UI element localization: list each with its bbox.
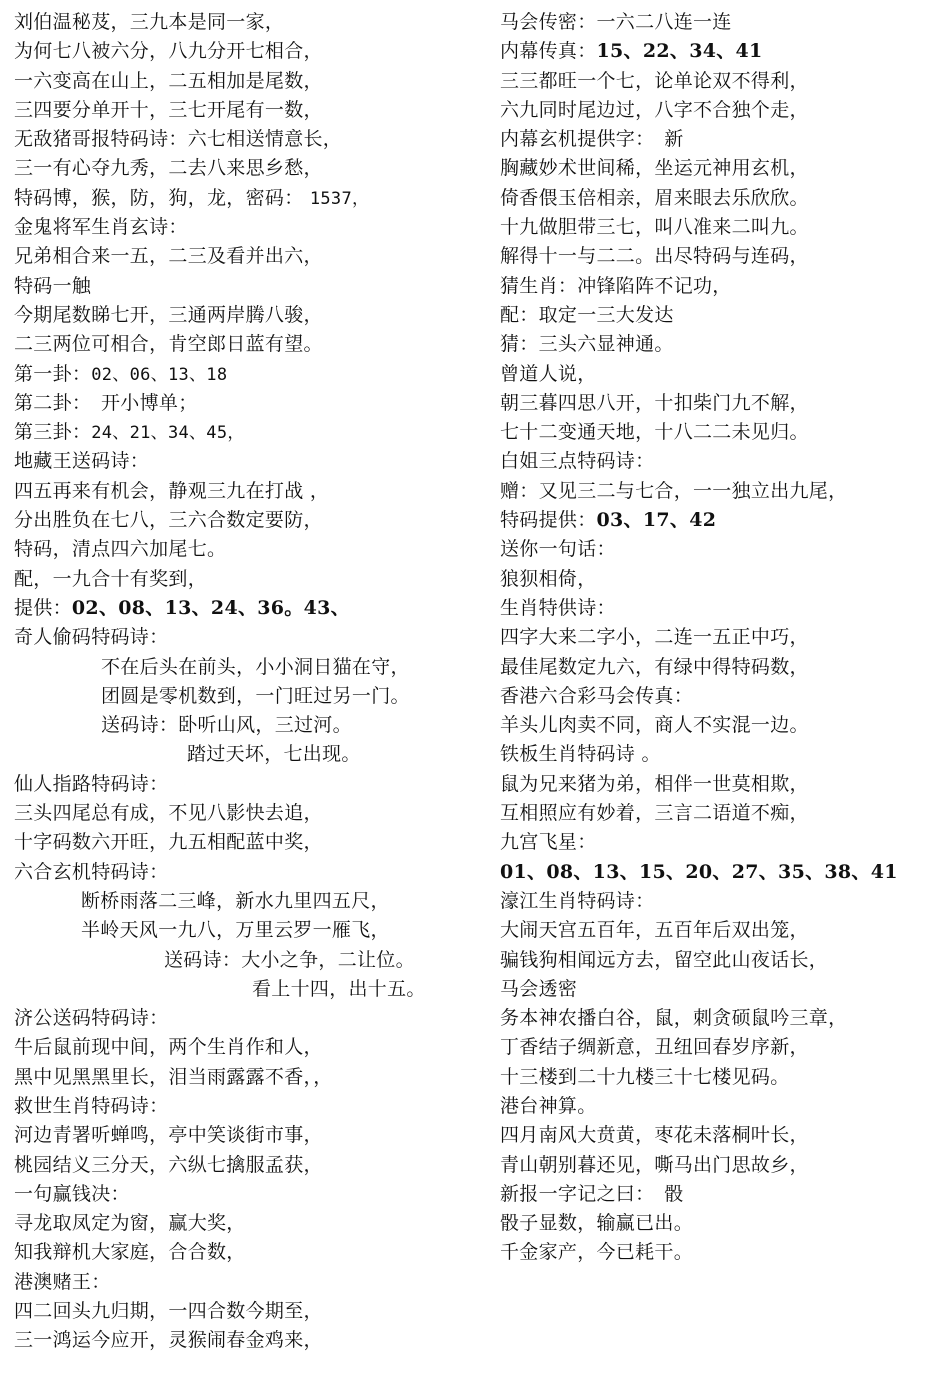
text-line: 兄弟相合来一五，二三及看并出六， [14, 245, 323, 268]
text-line [14, 184, 484, 213]
text-line [500, 37, 930, 66]
text-line: 寻龙取凤定为窗，赢大奖， [14, 1212, 246, 1235]
text-line: 十九做胆带三七，叫八准来二叫九。 [500, 216, 809, 239]
section-heading: 地藏王送码诗： [14, 450, 150, 473]
text-line: 十字码数六开旺，九五相配蓝中奖， [14, 831, 323, 854]
text-line: 务本神农播白谷，鼠，刺贪硕鼠吟三章， [500, 1007, 848, 1030]
text-line: 踏过天坏，七出现。 [187, 743, 361, 766]
text-line [500, 506, 930, 535]
section-heading: 九宫飞星： [500, 831, 597, 854]
text-line: 三一鸿运今应开，灵猴闹春金鸡来， [14, 1329, 323, 1352]
section-heading: 奇人偷码特码诗： [14, 626, 169, 649]
text-line: 无敌猪哥报特码诗：六七相送情意长， [14, 128, 343, 151]
text-line: 解得十一与二二。出尽特码与连码， [500, 245, 809, 268]
text-line [14, 594, 484, 623]
section-heading: 马会透密 [500, 977, 578, 1000]
text-line: 大闹天宫五百年，五百年后双出笼， [500, 919, 809, 942]
text-line: 胸藏妙术世间稀，坐运元神用玄机， [500, 157, 809, 180]
section-heading: 六合玄机特码诗： [14, 860, 169, 883]
text-line: 特码一触 [14, 274, 92, 297]
text-line: 半岭天风一九八，万里云罗一雁飞， [81, 919, 390, 942]
text-line: 为何七八被六分，八九分开七相合， [14, 40, 323, 63]
text-line: 第二卦： 开小博单； [14, 391, 198, 414]
text-line: 互相照应有妙着，三言二语道不痴， [500, 802, 809, 825]
section-heading: 济公送码特码诗： [14, 1007, 169, 1030]
section-heading: 香港六合彩马会传真： [500, 684, 694, 707]
text-line: 猜生肖：冲锋陷阵不记功， [500, 274, 732, 297]
code-number: 15、22、34、41 [596, 40, 763, 63]
text-line: 赠：又见三二与七合，一一独立出九尾， [500, 479, 848, 502]
text-span: 内幕传真： [500, 40, 597, 63]
text-line: 断桥雨落二三峰，新水九里四五尺， [81, 889, 390, 912]
text-line: 七十二变通天地，十八二二未见归。 [500, 421, 809, 444]
text-line [14, 418, 484, 447]
text-line: 三一有心夺九秀，二去八来思乡愁， [14, 157, 323, 180]
text-line: 四五再来有机会，静观三九在打战 ， [14, 479, 330, 502]
text-line: 配：取定一三大发达 [500, 303, 674, 326]
text-line: 配，一九合十有奖到， [14, 567, 208, 590]
section-heading: 白姐三点特码诗： [500, 450, 655, 473]
text-line: 四字大来二字小，二连一五正中巧， [500, 626, 809, 649]
text-line: 送码诗：大小之争，二让位。 [164, 948, 415, 971]
code-number: 03、17、42 [596, 509, 717, 532]
text-line: 四月南风大贲黄，枣花未落桐叶长， [500, 1124, 809, 1147]
text-line: 鼠为兄来猪为弟，相伴一世莫相欺， [500, 772, 809, 795]
text-line: 四二回头九归期，一四合数今期至， [14, 1300, 323, 1323]
section-heading: 港台神算。 [500, 1094, 597, 1117]
text-line: 狼狈相倚， [500, 567, 597, 590]
section-heading: 金鬼将军生肖玄诗： [14, 216, 188, 239]
text-line: 二三两位可相合，肯空郎日蓝有望。 [14, 333, 323, 356]
text-line: 牛后鼠前现中间，两个生肖作和人， [14, 1036, 323, 1059]
text-line: 三头四尾总有成，不见八影快去追， [14, 802, 323, 825]
text-span: 特码提供： [500, 509, 597, 532]
section-heading: 濠江生肖特码诗： [500, 889, 655, 912]
text-line: 千金家产，今已耗干。 [500, 1241, 694, 1264]
text-line: 知我辩机大家庭，合合数， [14, 1241, 246, 1264]
text-span: 特码博，猴，防，狗，龙，密码： [14, 186, 304, 209]
text-line [14, 360, 484, 389]
section-heading: 送你一句话： [500, 538, 616, 561]
section-heading: 港澳赌王： [14, 1270, 111, 1293]
text-line: 丁香结子绸新意，丑纽回春岁序新， [500, 1036, 809, 1059]
text-line: 不在后头在前头，小小洞日猫在守， [101, 655, 410, 678]
text-span: 提供： [14, 596, 72, 619]
code-number: 02、08、13、24、36。43、 [71, 596, 350, 619]
text-line: 骗钱狗相闻远方去，留空此山夜话长， [500, 948, 829, 971]
text-line: 羊头儿肉卖不同，商人不实混一边。 [500, 714, 809, 737]
text-line: 团圆是零机数到，一门旺过另一门。 [101, 684, 410, 707]
code-number: 02、06、13、18 [91, 364, 228, 385]
text-line: 马会传密：一六二八连一连 [500, 11, 732, 33]
text-line: 三四要分单开十，三七开尾有一数， [14, 98, 323, 121]
text-line: 新报一字记之曰： 骰 [500, 1182, 684, 1205]
text-line: 桃园结义三分天，六纵七擒服孟获， [14, 1153, 323, 1176]
text-span: 第一卦： [14, 362, 92, 385]
text-line: 今期尾数睇七开，三通两岸腾八骏， [14, 303, 323, 326]
left-column [14, 8, 484, 1356]
text-line: 最佳尾数定九六，有绿中得特码数， [500, 655, 809, 678]
text-span: 第三卦： [14, 421, 92, 444]
text-line: 特码，清点四六加尾七。 [14, 538, 227, 561]
section-heading: 生肖特供诗： [500, 596, 616, 619]
text-line: 骰子显数，输赢已出。 [500, 1212, 694, 1235]
text-line: 朝三暮四思八开，十扣柴门九不解， [500, 391, 809, 414]
text-line: 一六变高在山上，二五相加是尾数， [14, 69, 323, 92]
text-line: 分出胜负在七八，三六合数定要防， [14, 509, 323, 532]
text-line: 送码诗：卧听山风，三过河。 [101, 714, 352, 737]
section-heading: 一句赢钱决： [14, 1182, 130, 1205]
text-line: 黑中见黑黑里长，泪当雨露露不香，， [14, 1065, 333, 1088]
text-line: 刘伯温秘芨，三九本是同一家， [14, 11, 285, 33]
text-line: 三三都旺一个七，论单论双不得利， [500, 69, 809, 92]
text-line: 六九同时尾边过，八字不合独个走， [500, 98, 809, 121]
section-heading: 仙人指路特码诗： [14, 772, 169, 795]
section-heading: 铁板生肖特码诗 。 [500, 743, 661, 766]
right-column [500, 8, 930, 1268]
text-line: 看上十四，出十五。 [252, 977, 426, 1000]
code-number: 24、21、34、45， [91, 423, 245, 444]
text-line: 猜：三头六显神通。 [500, 333, 674, 356]
section-heading: 救世生肖特码诗： [14, 1094, 169, 1117]
text-line: 河边青署听蝉鸣，亭中笑谈街市事， [14, 1124, 323, 1147]
code-number: 1537， [309, 188, 370, 209]
text-line: 倚香偎玉倍相亲，眉来眼去乐欣欣。 [500, 186, 809, 209]
text-line: 内幕玄机提供字： 新 [500, 128, 684, 151]
text-line: 青山朝别暮还见，嘶马出门思故乡， [500, 1153, 809, 1176]
section-heading: 曾道人说， [500, 362, 597, 385]
code-number-line: 01、08、13、15、20、27、35、38、41 [500, 860, 898, 883]
text-line: 十三楼到二十九楼三十七楼见码。 [500, 1065, 790, 1088]
